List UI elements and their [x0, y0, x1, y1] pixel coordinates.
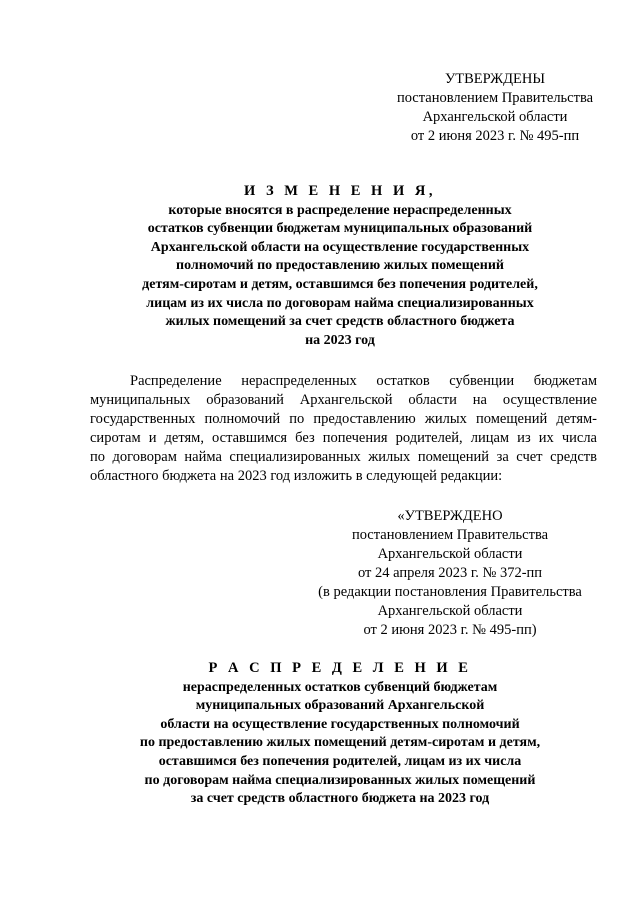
changes-line: полномочий по предоставлению жилых помещений — [176, 258, 504, 274]
distribution-line: по договорам найма специализированных жилых помещений — [144, 772, 536, 788]
approval-line: Архангельской области — [377, 546, 523, 562]
paragraph-line: государственных полномочий по предоставлению жилых помещений детям- — [90, 411, 597, 427]
distribution-line: нераспределенных остатков субвенций бюджетам — [182, 679, 498, 695]
changes-line: детям-сиротам и детям, оставшимся без попечения родителей, — [142, 276, 538, 292]
approval-line: Архангельской области — [377, 603, 523, 619]
paragraph-line: сиротам и детям, оставшимся без попечения родителей, лицам из их числа — [90, 430, 597, 446]
approval-line: Архангельской области — [422, 109, 568, 125]
distribution-heading — [90, 659, 590, 809]
changes-line: остатков субвенции бюджетам муниципальных образований — [147, 221, 533, 237]
changes-heading — [90, 182, 590, 350]
distribution-line: оставшимся без попечения родителей, лицам из их числа — [158, 753, 522, 769]
paragraph-line: по договорам найма специализированных жилых помещений за счет средств — [90, 449, 597, 465]
changes-line: которые вносятся в распределение нераспределенных — [168, 202, 512, 218]
changes-line: Архангельской области на осуществление государственных — [150, 239, 530, 255]
approval-line: постановлением Правительства — [396, 90, 594, 106]
approval-title: УТВЕРЖДЕНЫ — [444, 71, 546, 87]
approval-date: от 2 июня 2023 г. № 495-пп) — [363, 622, 537, 638]
approval-title: «УТВЕРЖДЕНО — [397, 508, 503, 524]
changes-title: И З М Е Н Е Н И Я, — [244, 183, 436, 199]
distribution-line: за счет средств областного бюджета на 2023 год — [190, 791, 490, 807]
approval-date: от 24 апреля 2023 г. № 372-пп — [357, 565, 543, 581]
distribution-line: области на осуществление государственных полномочий — [160, 716, 520, 732]
changes-line: на 2023 год — [305, 332, 375, 348]
paragraph-line: областного бюджета на 2023 год изложить в следующей редакции: — [90, 468, 503, 484]
approval-block-quoted — [300, 507, 600, 640]
changes-line: лицам из их числа по договорам найма специализированных — [146, 295, 534, 311]
distribution-title: Р А С П Р Е Д Е Л Е Н И Е — [208, 660, 472, 676]
approval-block — [380, 70, 610, 146]
approval-line: (в редакции постановления Правительства — [318, 584, 582, 600]
distribution-line: муниципальных образований Архангельской — [195, 698, 485, 714]
approval-line: постановлением Правительства — [351, 527, 549, 543]
distribution-line: по предоставлению жилых помещений детям-сиротам и детям, — [139, 735, 541, 751]
body-paragraph — [90, 372, 597, 486]
paragraph-line: муниципальных образований Архангельской области на осуществление — [90, 392, 597, 408]
paragraph-line: Распределение нераспределенных остатков субвенции бюджетам — [130, 373, 597, 389]
changes-line: жилых помещений за счет средств областного бюджета — [165, 314, 515, 330]
approval-date: от 2 июня 2023 г. № 495-пп — [410, 128, 580, 144]
